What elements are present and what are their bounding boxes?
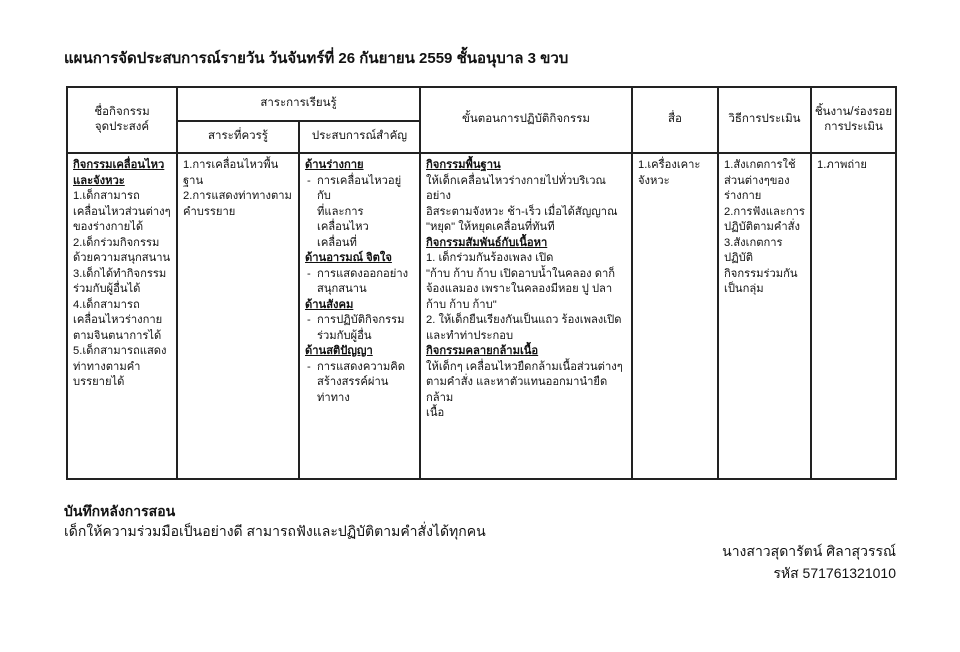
signature-block	[722, 540, 896, 584]
text-line: 1.สังเกตการใช้	[724, 159, 796, 171]
bullet-line: - การปฏิบัติกิจกรรม	[317, 314, 405, 326]
experience-heading-intellectual: ด้านสติปัญญา	[305, 345, 373, 357]
header-learning: สาระการเรียนรู้	[177, 87, 420, 121]
text-line: ท่าทางตามคำ	[73, 360, 141, 373]
text-line: 2.การฟังและการ	[724, 205, 805, 218]
activity-heading: กิจกรรมเคลื่อนไหว	[73, 159, 165, 171]
header-evaluation: วิธีการประเมิน	[718, 87, 811, 153]
text-line: "หยุด" ให้หยุดเคลื่อนที่ทันที	[426, 221, 555, 233]
text-line: ให้เด็กๆ เคลื่อนไหวยืดกล้ามเนื้อส่วนต่างๆ	[426, 360, 623, 373]
text-line: และทำท่าประกอบ	[426, 329, 514, 342]
text-line: กิจกรรมร่วมกัน	[724, 267, 798, 280]
bullet-line: - การเคลื่อนไหวอยู่กับ	[317, 174, 402, 202]
student-code: รหัส 571761321010	[773, 565, 896, 581]
workpiece-cell	[811, 153, 896, 479]
bullet-line: ร่วมกับผู้อื่น	[317, 329, 372, 342]
text-line: ส่วนต่างๆของ	[724, 174, 790, 187]
activity-cell	[67, 153, 177, 479]
text-line: 1. เด็กร่วมกันร้องเพลง เปิด	[426, 252, 554, 264]
bullet-line: - การแสดงออกอย่าง	[317, 267, 409, 280]
steps-cell	[420, 153, 632, 479]
text-line: 1.ภาพถ่าย	[817, 159, 867, 171]
text-line: เนื้อ	[426, 407, 445, 419]
header-activity: ชื่อกิจกรรม จุดประสงค์	[67, 87, 177, 153]
header-workpiece: ชิ้นงาน/ร่องรอย การประเมิน	[811, 87, 896, 153]
note-text: เด็กให้ความร่วมมือเป็นอย่างดี สามารถฟังและปฏิบัติตามคำสั่งได้ทุกคน	[64, 523, 486, 539]
activity-lines	[73, 189, 171, 391]
bullet-line: ที่และการเคลื่อนไหว	[317, 205, 369, 233]
bullet-item	[305, 313, 414, 344]
text-line: ตามจินตนาการได้	[73, 329, 162, 342]
text-line: 5.เด็กสามารถแสดง	[73, 345, 167, 357]
text-line: 2. ให้เด็กยืนเรียงกันเป็นแถว ร้องเพลงเปิด	[426, 314, 622, 326]
text-line: เคลื่อนไหวส่วนต่างๆ	[73, 205, 171, 218]
text-line: "ก้าบ ก้าบ ก้าบ เปิดอาบน้ำในคลอง ดาก็	[426, 267, 616, 280]
text-line: 1.เด็กสามารถ	[73, 190, 140, 202]
bullet-line: สนุกสนาน	[317, 283, 367, 295]
header-experience: ประสบการณ์สำคัญ	[299, 121, 420, 153]
text-line: ตามคำสั่ง และหาตัวแทนออกมานำยืดกล้าม	[426, 376, 608, 404]
steps-heading-content: กิจกรรมสัมพันธ์กับเนื้อหา	[426, 236, 548, 249]
text-line: ร่วมกับผู้อื่นได้	[73, 283, 141, 295]
bullet-line: - การแสดงความคิด	[317, 360, 406, 373]
content-cell	[177, 153, 299, 479]
text-line: 3.เด็กได้ทำกิจกรรม	[73, 267, 167, 280]
text-line: 1.เครื่องเคาะ	[638, 159, 701, 171]
media-cell	[632, 153, 718, 479]
text-line: จังหวะ	[638, 174, 670, 187]
text-line: ก้าบ ก้าบ ก้าบ"	[426, 298, 497, 311]
evaluation-cell	[718, 153, 811, 479]
steps-heading-relax: กิจกรรมคลายกล้ามเนื้อ	[426, 345, 539, 357]
text-line: 1.การเคลื่อนไหวพื้นฐาน	[183, 159, 279, 187]
bullet-line: เคลื่อนที่	[317, 236, 357, 249]
experience-heading-emotional: ด้านอารมณ์ จิตใจ	[305, 252, 392, 264]
text-line: ให้เด็กเคลื่อนไหวร่างกายไปทั่วบริเวณอย่าง	[426, 174, 606, 202]
text-line: จ้องแลมอง เพราะในคลองมีหอย ปู ปลา	[426, 283, 613, 295]
experience-heading-physical: ด้านร่างกาย	[305, 159, 364, 171]
header-media: สื่อ	[632, 87, 718, 153]
text-line: 4.เด็กสามารถ	[73, 298, 140, 311]
text-line: ของร่างกายได้	[73, 221, 144, 233]
text-line: 2.เด็กร่วมกิจกรรม	[73, 236, 160, 249]
bullet-line: สร้างสรรค์ผ่าน	[317, 376, 389, 388]
header-steps: ขั้นตอนการปฏิบัติกิจกรรม	[420, 87, 632, 153]
activity-heading: และจังหวะ	[73, 174, 125, 187]
bullet-item	[305, 174, 414, 252]
experience-cell	[299, 153, 420, 479]
text-line: เคลื่อนไหวร่างกาย	[73, 314, 163, 326]
experience-heading-social: ด้านสังคม	[305, 298, 354, 311]
text-line: ด้วยความสนุกสนาน	[73, 252, 171, 264]
text-line: อิสระตามจังหวะ ช้า-เร็ว เมื่อได้สัญญาณ	[426, 205, 618, 218]
note-heading: บันทึกหลังการสอน	[64, 503, 176, 519]
page-title: แผนการจัดประสบการณ์รายวัน วันจันทร์ที่ 26 กันยายน 2559 ชั้นอนุบาล 3 ขวบ	[64, 50, 569, 67]
bullet-item	[305, 360, 414, 407]
text-line: ปฏิบัติตามคำสั่ง	[724, 221, 800, 233]
lesson-plan-table	[66, 86, 897, 480]
bullet-line: ท่าทาง	[317, 391, 350, 404]
steps-heading-basic: กิจกรรมพื้นฐาน	[426, 159, 501, 171]
text-line: บรรยายได้	[73, 376, 125, 388]
header-content: สาระที่ควรรู้	[177, 121, 299, 153]
bullet-item	[305, 267, 414, 298]
text-line: คำบรรยาย	[183, 205, 236, 218]
text-line: 2.การแสดงท่าทางตาม	[183, 190, 292, 202]
text-line: ร่างกาย	[724, 190, 762, 202]
text-line: 3.สังเกตการปฏิบัติ	[724, 236, 783, 264]
signature-name: นางสาวสุดารัตน์ ศิลาสุวรรณ์	[722, 543, 896, 559]
text-line: เป็นกลุ่ม	[724, 283, 764, 295]
